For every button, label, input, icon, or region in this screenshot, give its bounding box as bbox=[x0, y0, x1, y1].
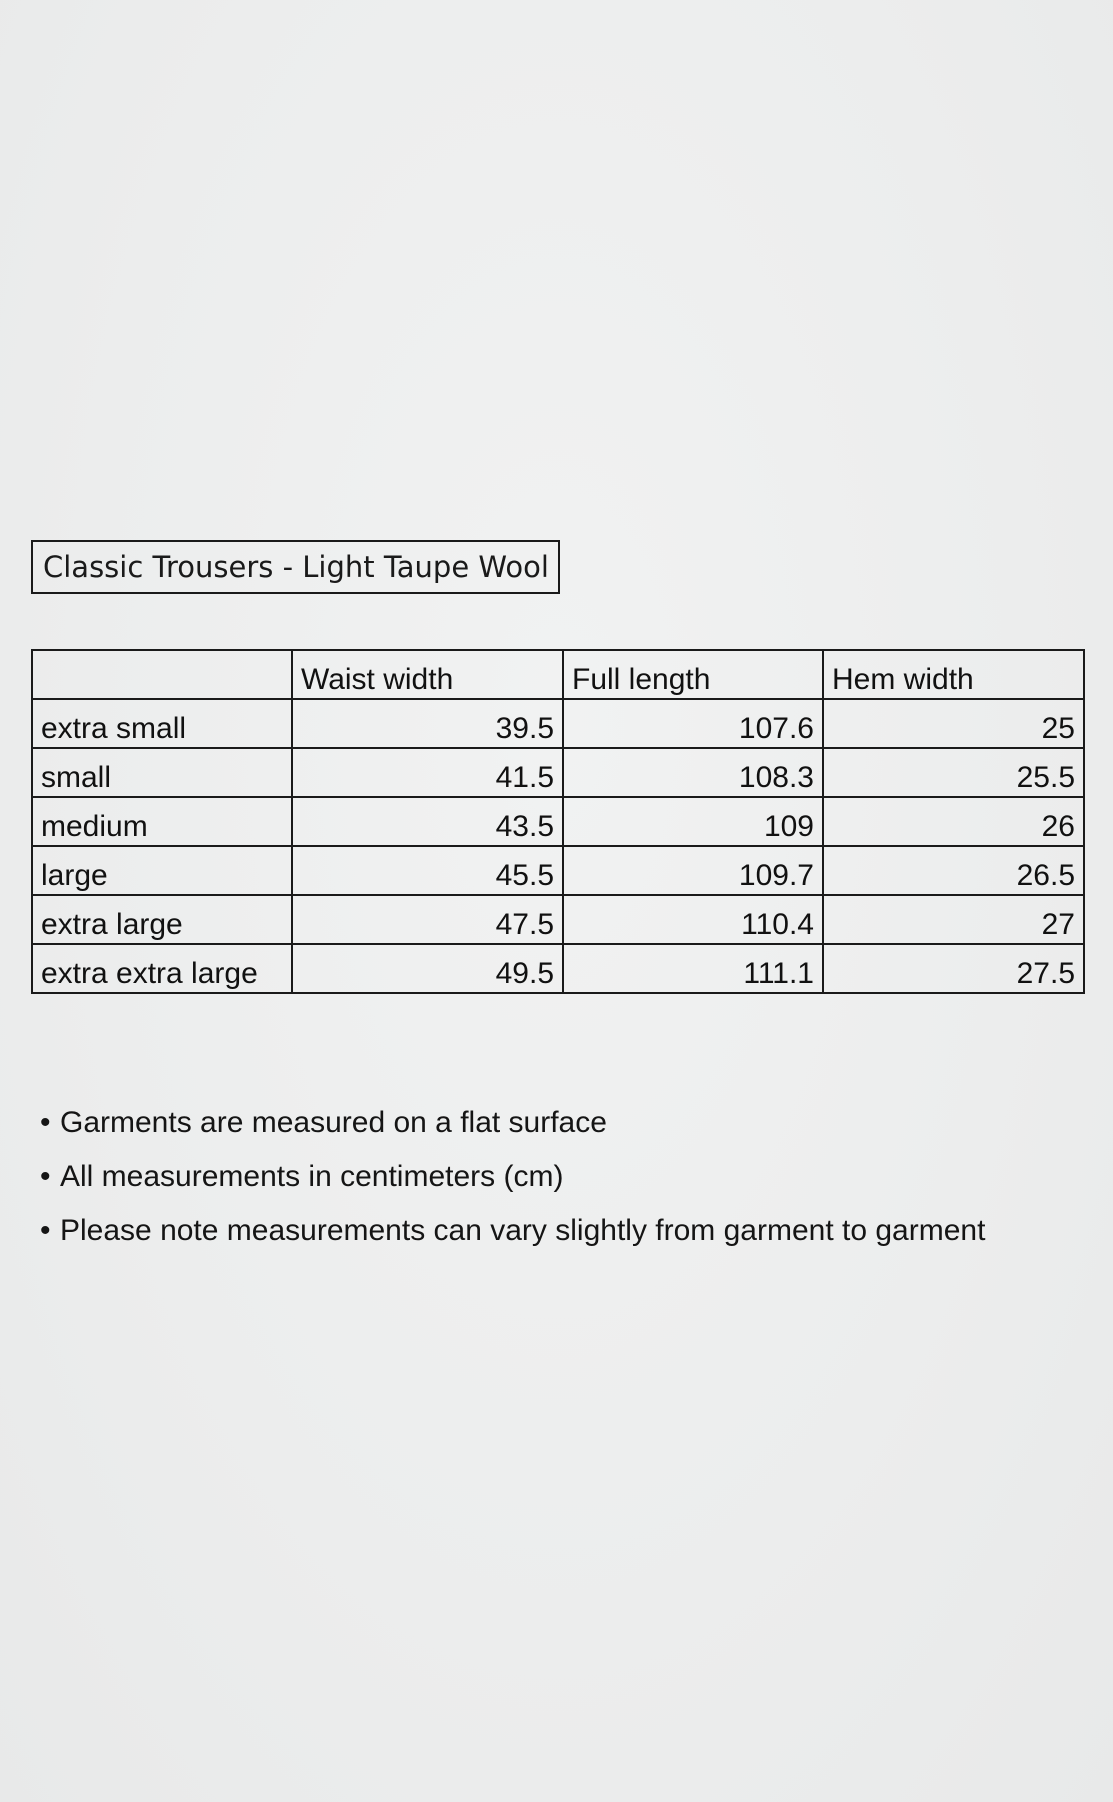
full-length-cell: 109.7 bbox=[563, 846, 823, 895]
waist-width-cell: 47.5 bbox=[292, 895, 563, 944]
full-length-cell: 107.6 bbox=[563, 699, 823, 748]
note-item bbox=[40, 1096, 985, 1150]
bullet-icon: • bbox=[40, 1160, 51, 1193]
full-length-cell: 109 bbox=[563, 797, 823, 846]
waist-width-cell: 49.5 bbox=[292, 944, 563, 993]
header-cell-size bbox=[32, 650, 292, 699]
size-chart-table bbox=[31, 649, 1085, 994]
waist-width-cell: 41.5 bbox=[292, 748, 563, 797]
note-item bbox=[40, 1204, 985, 1258]
table-row bbox=[32, 944, 1084, 993]
table-header-row bbox=[32, 650, 1084, 699]
header-cell-hem-width: Hem width bbox=[823, 650, 1084, 699]
full-length-cell: 108.3 bbox=[563, 748, 823, 797]
table-row bbox=[32, 895, 1084, 944]
waist-width-cell: 39.5 bbox=[292, 699, 563, 748]
note-text: All measurements in centimeters (cm) bbox=[60, 1160, 564, 1193]
waist-width-cell: 43.5 bbox=[292, 797, 563, 846]
size-label-cell: extra extra large bbox=[32, 944, 292, 993]
header-cell-full-length: Full length bbox=[563, 650, 823, 699]
hem-width-cell: 27 bbox=[823, 895, 1084, 944]
table-row bbox=[32, 797, 1084, 846]
size-label-cell: extra large bbox=[32, 895, 292, 944]
table-row bbox=[32, 748, 1084, 797]
header-cell-waist-width: Waist width bbox=[292, 650, 563, 699]
bullet-icon: • bbox=[40, 1214, 51, 1247]
note-text: Please note measurements can vary slightly from garment to garment bbox=[60, 1214, 986, 1247]
size-label-cell: extra small bbox=[32, 699, 292, 748]
measurement-notes bbox=[40, 1096, 985, 1258]
hem-width-cell: 27.5 bbox=[823, 944, 1084, 993]
size-label-cell: medium bbox=[32, 797, 292, 846]
note-text: Garments are measured on a flat surface bbox=[60, 1106, 607, 1139]
table-row bbox=[32, 846, 1084, 895]
size-label-cell: small bbox=[32, 748, 292, 797]
product-title: Classic Trousers - Light Taupe Wool bbox=[31, 540, 560, 594]
hem-width-cell: 26 bbox=[823, 797, 1084, 846]
hem-width-cell: 25.5 bbox=[823, 748, 1084, 797]
full-length-cell: 111.1 bbox=[563, 944, 823, 993]
table-row bbox=[32, 699, 1084, 748]
hem-width-cell: 25 bbox=[823, 699, 1084, 748]
full-length-cell: 110.4 bbox=[563, 895, 823, 944]
hem-width-cell: 26.5 bbox=[823, 846, 1084, 895]
waist-width-cell: 45.5 bbox=[292, 846, 563, 895]
size-label-cell: large bbox=[32, 846, 292, 895]
note-item bbox=[40, 1150, 985, 1204]
bullet-icon: • bbox=[40, 1106, 51, 1139]
